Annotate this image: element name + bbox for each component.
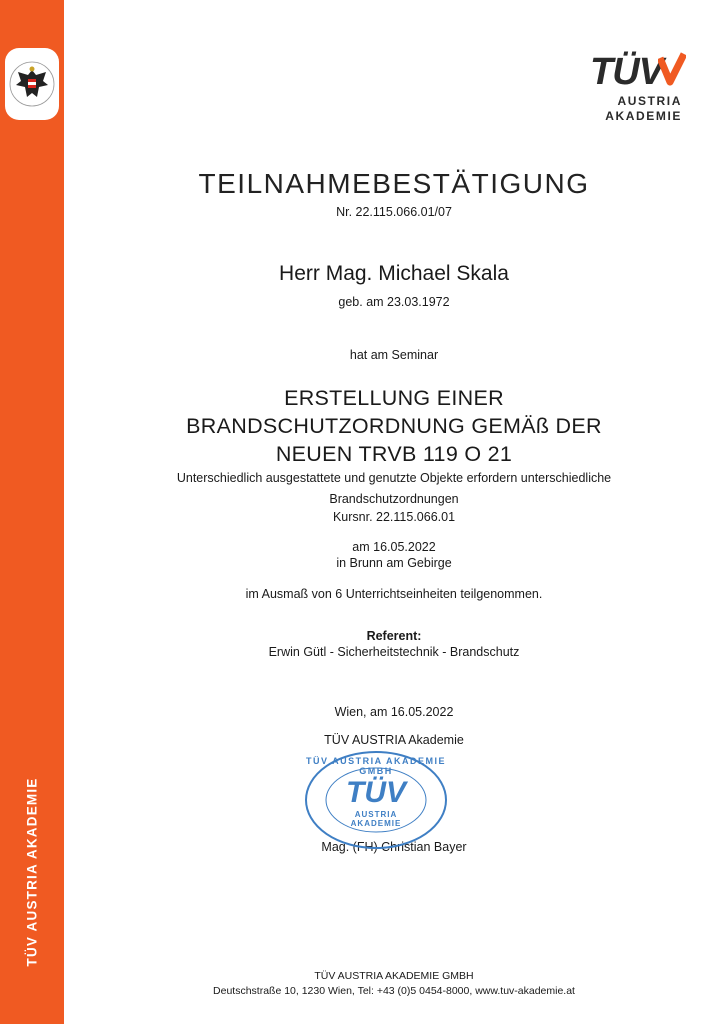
seminar-date: am 16.05.2022 [352, 540, 436, 554]
sidebar-band [0, 0, 64, 1024]
description-line-1: Unterschiedlich ausgestattete und genutzte Objekte erfordern unterschiedliche [176, 471, 612, 485]
seminar-description [64, 468, 724, 510]
seminar-title-line-3: NEUEN TRVB 119 O 21 [275, 442, 513, 466]
course-number: Kursnr. 22.115.066.01 [332, 510, 456, 524]
description-line-2: Brandschutzordnungen [329, 492, 459, 506]
sidebar-vertical-text: TÜV AUSTRIA AKADEMIE [24, 777, 40, 967]
stamp-sub-line-1: AUSTRIA [354, 810, 398, 819]
seminar-extent: im Ausmaß von 6 Unterrichtseinheiten teilgenommen. [245, 587, 543, 601]
seminar-place: in Brunn am Gebirge [336, 556, 452, 570]
emblem-badge [5, 48, 59, 120]
certificate-title: TEILNAHMEBESTÄTIGUNG [198, 168, 590, 199]
logo-mark: TÜV [590, 51, 663, 93]
austrian-eagle-emblem-icon [5, 48, 59, 120]
tuv-austria-logo [584, 50, 688, 126]
stamp-sub-line-2: AKADEMIE [350, 819, 402, 828]
seminar-title [64, 384, 724, 468]
recipient-name: Herr Mag. Michael Skala [279, 262, 509, 285]
issuer-name: TÜV AUSTRIA Akademie [324, 733, 464, 747]
birth-date: geb. am 23.03.1972 [338, 295, 450, 309]
footer-company: TÜV AUSTRIA AKADEMIE GMBH [314, 970, 474, 982]
referent-label: Referent: [366, 629, 422, 643]
seminar-title-line-1: ERSTELLUNG EINER [284, 386, 504, 410]
checkmark-logo-icon [658, 52, 686, 88]
official-stamp [302, 748, 450, 852]
intro-text: hat am Seminar [349, 348, 439, 362]
referent-name: Erwin Gütl - Sicherheitstechnik - Brandschutz [268, 645, 520, 659]
stamp-ring-text: TÜV AUSTRIA AKADEMIE GMBH [306, 756, 446, 776]
certificate-number: Nr. 22.115.066.01/07 [336, 205, 452, 219]
stamp-center-mark: TÜV [346, 776, 406, 809]
logo-line-2: AKADEMIE [605, 109, 682, 123]
seminar-title-line-2: BRANDSCHUTZORDNUNG GEMÄß DER [186, 414, 602, 438]
logo-line-1: AUSTRIA [617, 94, 682, 108]
issue-place-date: Wien, am 16.05.2022 [334, 705, 454, 719]
signatory-name: Mag. (FH) Christian Bayer [321, 840, 467, 854]
footer-address: Deutschstraße 10, 1230 Wien, Tel: +43 (0)5 0454-8000, www.tuv-akademie.at [213, 985, 575, 997]
